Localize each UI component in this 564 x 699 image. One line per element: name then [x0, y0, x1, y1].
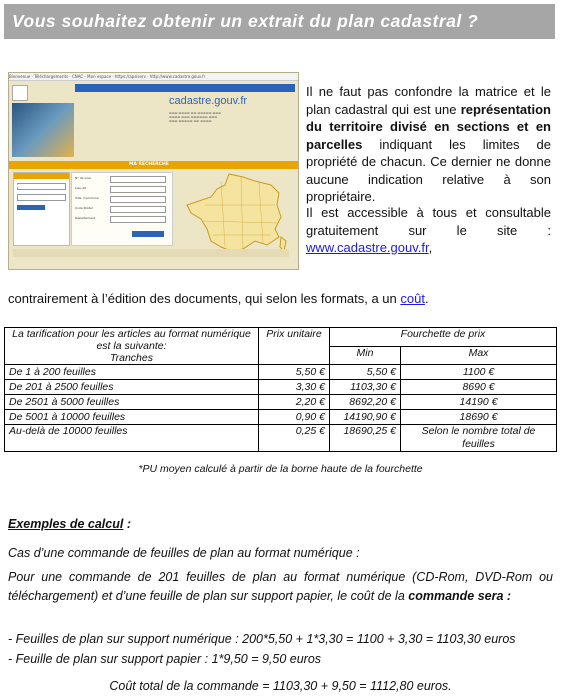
- login-heading-bar: [14, 173, 69, 190]
- header-max: Max: [401, 346, 557, 365]
- intro-paragraph-3: [8, 290, 548, 308]
- cell-min: 5,50 €: [330, 365, 401, 380]
- cost-link[interactable]: coût: [400, 291, 425, 306]
- example-line-1: Cas d’une commande de feuilles de plan au format numérique :: [8, 546, 360, 560]
- search-form: [71, 172, 173, 246]
- website-screenshot: [8, 72, 299, 270]
- cell-min: 8692,20 €: [330, 395, 401, 410]
- cell-max: 8690 €: [401, 380, 557, 395]
- cell-unit-price: 0,90 €: [259, 410, 330, 425]
- header-tranches-sub: Tranches: [110, 352, 153, 364]
- city-field[interactable]: [110, 196, 166, 203]
- site-logo-text: cadastre.gouv.fr: [169, 95, 248, 107]
- header-min: Min: [330, 346, 401, 365]
- example-line-4: - Feuille de plan sur support papier : 1*9,50 = 9,50 euros: [8, 652, 322, 666]
- form-label-4: Département: [75, 216, 95, 220]
- header-tranches-label: La tarification pour les articles au format numérique est la suivante:: [12, 328, 251, 352]
- access-text-end: ,: [428, 240, 433, 255]
- examples-heading-colon: :: [123, 517, 131, 531]
- form-label-3: Code Postal: [75, 206, 93, 210]
- example-line-2: [8, 568, 553, 606]
- header-price-range: Fourchette de prix: [330, 328, 557, 347]
- search-heading: MA RECHERCHE: [129, 162, 169, 167]
- cell-tranche: Au-delà de 10000 feuilles: [5, 425, 259, 452]
- page-title: Vous souhaitez obtenir un extrait du plan cadastral ?: [12, 11, 479, 31]
- login-box: [13, 172, 70, 246]
- search-button[interactable]: [132, 231, 164, 237]
- table-row: [5, 395, 557, 410]
- cell-tranche: De 201 à 2500 feuilles: [5, 380, 259, 395]
- form-label-2: Ville, Commune: [75, 196, 99, 200]
- cost-text: contrairement à l’édition des documents, qui selon les formats, a un: [8, 291, 401, 306]
- example-line-2-bold: commande sera :: [408, 589, 512, 603]
- header-unit-price: Prix unitaire: [259, 328, 330, 365]
- example-total: Coût total de la commande = 1103,30 + 9,50 = 1112,80 euros.: [109, 679, 452, 693]
- access-text: Il est accessible à tous et consultable gratuitement sur le site :: [306, 205, 551, 238]
- cell-min: 18690,25 €: [330, 425, 401, 452]
- table-row: [5, 410, 557, 425]
- intro-paragraph-1: [306, 83, 551, 206]
- intro-text: Il ne faut pas confondre la matrice et le plan cadastral qui est une: [306, 84, 551, 117]
- cell-tranche: De 2501 à 5000 feuilles: [5, 395, 259, 410]
- cell-unit-price: 2,20 €: [259, 395, 330, 410]
- browser-tab-bar: Bienvenue · Téléchargements · CNAC - Mon espace · https://apsiserv · http://www.cadastre.gouv.fr: [9, 73, 298, 81]
- table-row: [5, 380, 557, 395]
- cell-max: Selon le nombre total de feuilles: [401, 425, 557, 452]
- marianne-logo-icon: [12, 85, 28, 101]
- examples-heading: [8, 515, 131, 534]
- france-map-icon: [185, 171, 289, 255]
- street-number-field[interactable]: [110, 176, 166, 183]
- form-label-0: N° de voie: [75, 176, 91, 180]
- intro-paragraph-2: [306, 204, 551, 257]
- cell-unit-price: 5,50 €: [259, 365, 330, 380]
- login-button[interactable]: [17, 205, 45, 210]
- header-tranches: [5, 328, 259, 365]
- cell-max: 18690 €: [401, 410, 557, 425]
- example-line-2-text: Pour une commande de 201 feuilles de plan au format numérique (CD-Rom, DVD-Rom ou téléchargement) et d’une feuille de plan sur support papier, le coût de la: [8, 570, 553, 603]
- cell-max: 1100 €: [401, 365, 557, 380]
- table-footnote: *PU moyen calculé à partir de la borne haute de la fourchette: [138, 463, 423, 475]
- table-row: [5, 425, 557, 452]
- cell-tranche: De 5001 à 10000 feuilles: [5, 410, 259, 425]
- title-banner: [4, 4, 555, 39]
- cell-tranche: De 1 à 200 feuilles: [5, 365, 259, 380]
- postal-code-field[interactable]: [110, 206, 166, 213]
- cadastre-link[interactable]: www.cadastre.gouv.fr: [306, 240, 429, 255]
- cell-min: 1103,30 €: [330, 380, 401, 395]
- example-line-3: - Feuilles de plan sur support numérique : 200*5,50 + 1*3,30 = 1100 + 3,30 = 1103,30 euros: [8, 632, 516, 646]
- table-row: [5, 365, 557, 380]
- examples-heading-text: Exemples de calcul: [8, 517, 124, 531]
- intro-text-end: indiquant les limites de propriété de chacun. Ce dernier ne donne aucune indication relative à son propriétaire.: [306, 136, 551, 204]
- search-strip: [9, 161, 298, 169]
- pricing-table: [4, 327, 557, 452]
- locality-field[interactable]: [110, 186, 166, 193]
- login-heading: MON COMPTE: [16, 185, 51, 190]
- password-field[interactable]: [17, 194, 66, 201]
- cell-unit-price: 3,30 €: [259, 380, 330, 395]
- header-photo: [12, 103, 74, 157]
- intro-bold-text: représentation du territoire divisé en sections et en parcelles: [306, 101, 551, 152]
- cost-text-end: .: [424, 291, 429, 306]
- cell-min: 14190,90 €: [330, 410, 401, 425]
- site-nav-bar: [75, 84, 295, 92]
- site-intro-text: ▬▬▬ ▬▬▬▬ ▬▬ ▬▬▬▬▬ ▬▬▬ ▬▬▬▬ ▬▬▬ ▬▬▬▬▬▬ ▬▬▬ ▬▬▬ ▬▬▬▬▬ ▬▬ ▬▬▬▬: [169, 111, 222, 123]
- site-footer: [13, 249, 289, 257]
- department-field[interactable]: [110, 216, 166, 223]
- form-label-1: Lieu-dit: [75, 186, 87, 190]
- cell-max: 14190 €: [401, 395, 557, 410]
- cell-unit-price: 0,25 €: [259, 425, 330, 452]
